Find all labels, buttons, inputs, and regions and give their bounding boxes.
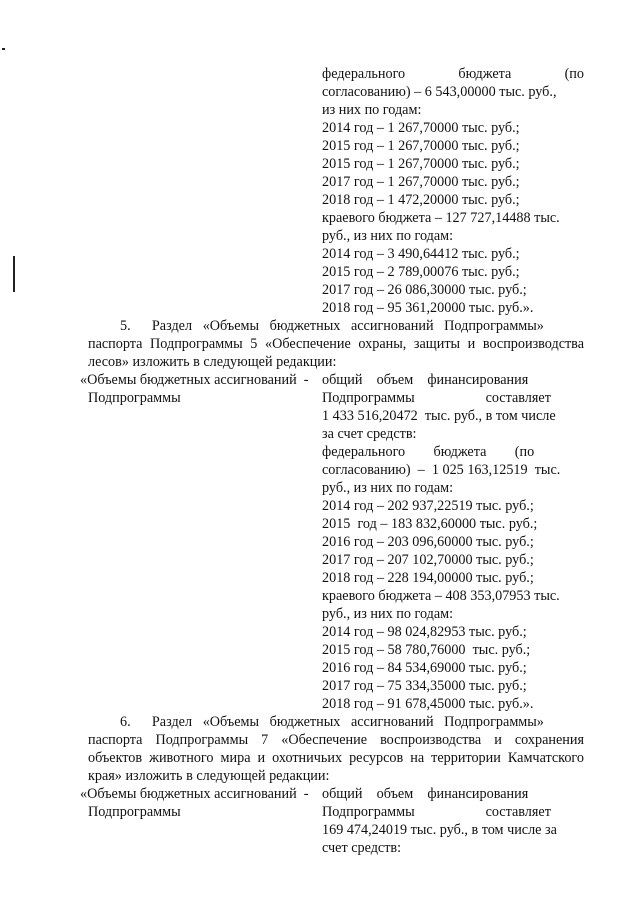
- text-line: 2015 год – 183 832,60000 тыс. руб.;: [322, 516, 538, 532]
- scan-mark-left-bar: [13, 256, 15, 292]
- text-line: руб., из них по годам:: [322, 228, 454, 244]
- text-line: 2018 год – 91 678,45000 тыс. руб.».: [322, 696, 534, 712]
- text-line: федерального бюджета (по: [322, 444, 535, 460]
- text-line: федерального бюджета (по: [322, 66, 584, 82]
- text-line: 1 433 516,20472 тыс. руб., в том числе: [322, 408, 556, 424]
- left-column-label: Подпрограммы: [88, 390, 181, 406]
- text-line: 169 474,24019 тыс. руб., в том числе за: [322, 822, 557, 838]
- text-line: руб., из них по годам:: [322, 606, 454, 622]
- text-line: 2014 год – 1 267,70000 тыс. руб.;: [322, 120, 520, 136]
- text-line: общий объем финансирования: [322, 786, 529, 802]
- left-column-label: Подпрограммы: [88, 804, 181, 820]
- paragraph-line: лесов» изложить в следующей редакции:: [88, 354, 337, 370]
- text-line: 2015 год – 1 267,70000 тыс. руб.;: [322, 156, 520, 172]
- text-line: 2015 год – 1 267,70000 тыс. руб.;: [322, 138, 520, 154]
- paragraph-line: края» изложить в следующей редакции:: [88, 768, 330, 784]
- text-line: Подпрограммы составляет: [322, 390, 551, 406]
- text-line: краевого бюджета – 408 353,07953 тыс.: [322, 588, 560, 604]
- text-line: 2018 год – 228 194,00000 тыс. руб.;: [322, 570, 534, 586]
- paragraph-line: паспорта Подпрограммы 5 «Обеспечение охраны, защиты и воспроизводства: [88, 336, 584, 352]
- text-line: счет средств:: [322, 840, 402, 856]
- text-line: 2015 год – 2 789,00076 тыс. руб.;: [322, 264, 520, 280]
- text-line: 2018 год – 95 361,20000 тыс. руб.».: [322, 300, 534, 316]
- text-line: 2014 год – 98 024,82953 тыс. руб.;: [322, 624, 527, 640]
- text-line: 2016 год – 203 096,60000 тыс. руб.;: [322, 534, 534, 550]
- text-line: 2018 год – 1 472,20000 тыс. руб.;: [322, 192, 520, 208]
- paragraph-line: объектов животного мира и охотничьих ресурсов на территории Камчатского: [88, 750, 584, 766]
- left-column-label: «Объемы бюджетных ассигнований -: [80, 372, 309, 388]
- paragraph-line: 5. Раздел «Объемы бюджетных ассигнований Подпрограммы»: [120, 318, 544, 334]
- text-line: 2017 год – 26 086,30000 тыс. руб.;: [322, 282, 527, 298]
- text-line: 2017 год – 1 267,70000 тыс. руб.;: [322, 174, 520, 190]
- text-line: краевого бюджета – 127 727,14488 тыс.: [322, 210, 560, 226]
- text-line: общий объем финансирования: [322, 372, 529, 388]
- text-line: из них по годам:: [322, 102, 422, 118]
- left-column-label: «Объемы бюджетных ассигнований -: [80, 786, 309, 802]
- text-line: 2016 год – 84 534,69000 тыс. руб.;: [322, 660, 527, 676]
- scan-mark-top-left: [2, 48, 5, 50]
- text-line: 2017 год – 75 334,35000 тыс. руб.;: [322, 678, 527, 694]
- text-line: Подпрограммы составляет: [322, 804, 551, 820]
- text-line: согласованию) – 1 025 163,12519 тыс.: [322, 462, 561, 478]
- text-line: руб., из них по годам:: [322, 480, 454, 496]
- text-line: 2017 год – 207 102,70000 тыс. руб.;: [322, 552, 534, 568]
- text-line: 2015 год – 58 780,76000 тыс. руб.;: [322, 642, 531, 658]
- text-line: согласованию) – 6 543,00000 тыс. руб.,: [322, 84, 557, 100]
- text-line: 2014 год – 202 937,22519 тыс. руб.;: [322, 498, 534, 514]
- text-line: за счет средств:: [322, 426, 417, 442]
- paragraph-line: 6. Раздел «Объемы бюджетных ассигнований Подпрограммы»: [120, 714, 544, 730]
- text-line: 2014 год – 3 490,64412 тыс. руб.;: [322, 246, 520, 262]
- paragraph-line: паспорта Подпрограммы 7 «Обеспечение воспроизводства и сохранения: [88, 732, 584, 748]
